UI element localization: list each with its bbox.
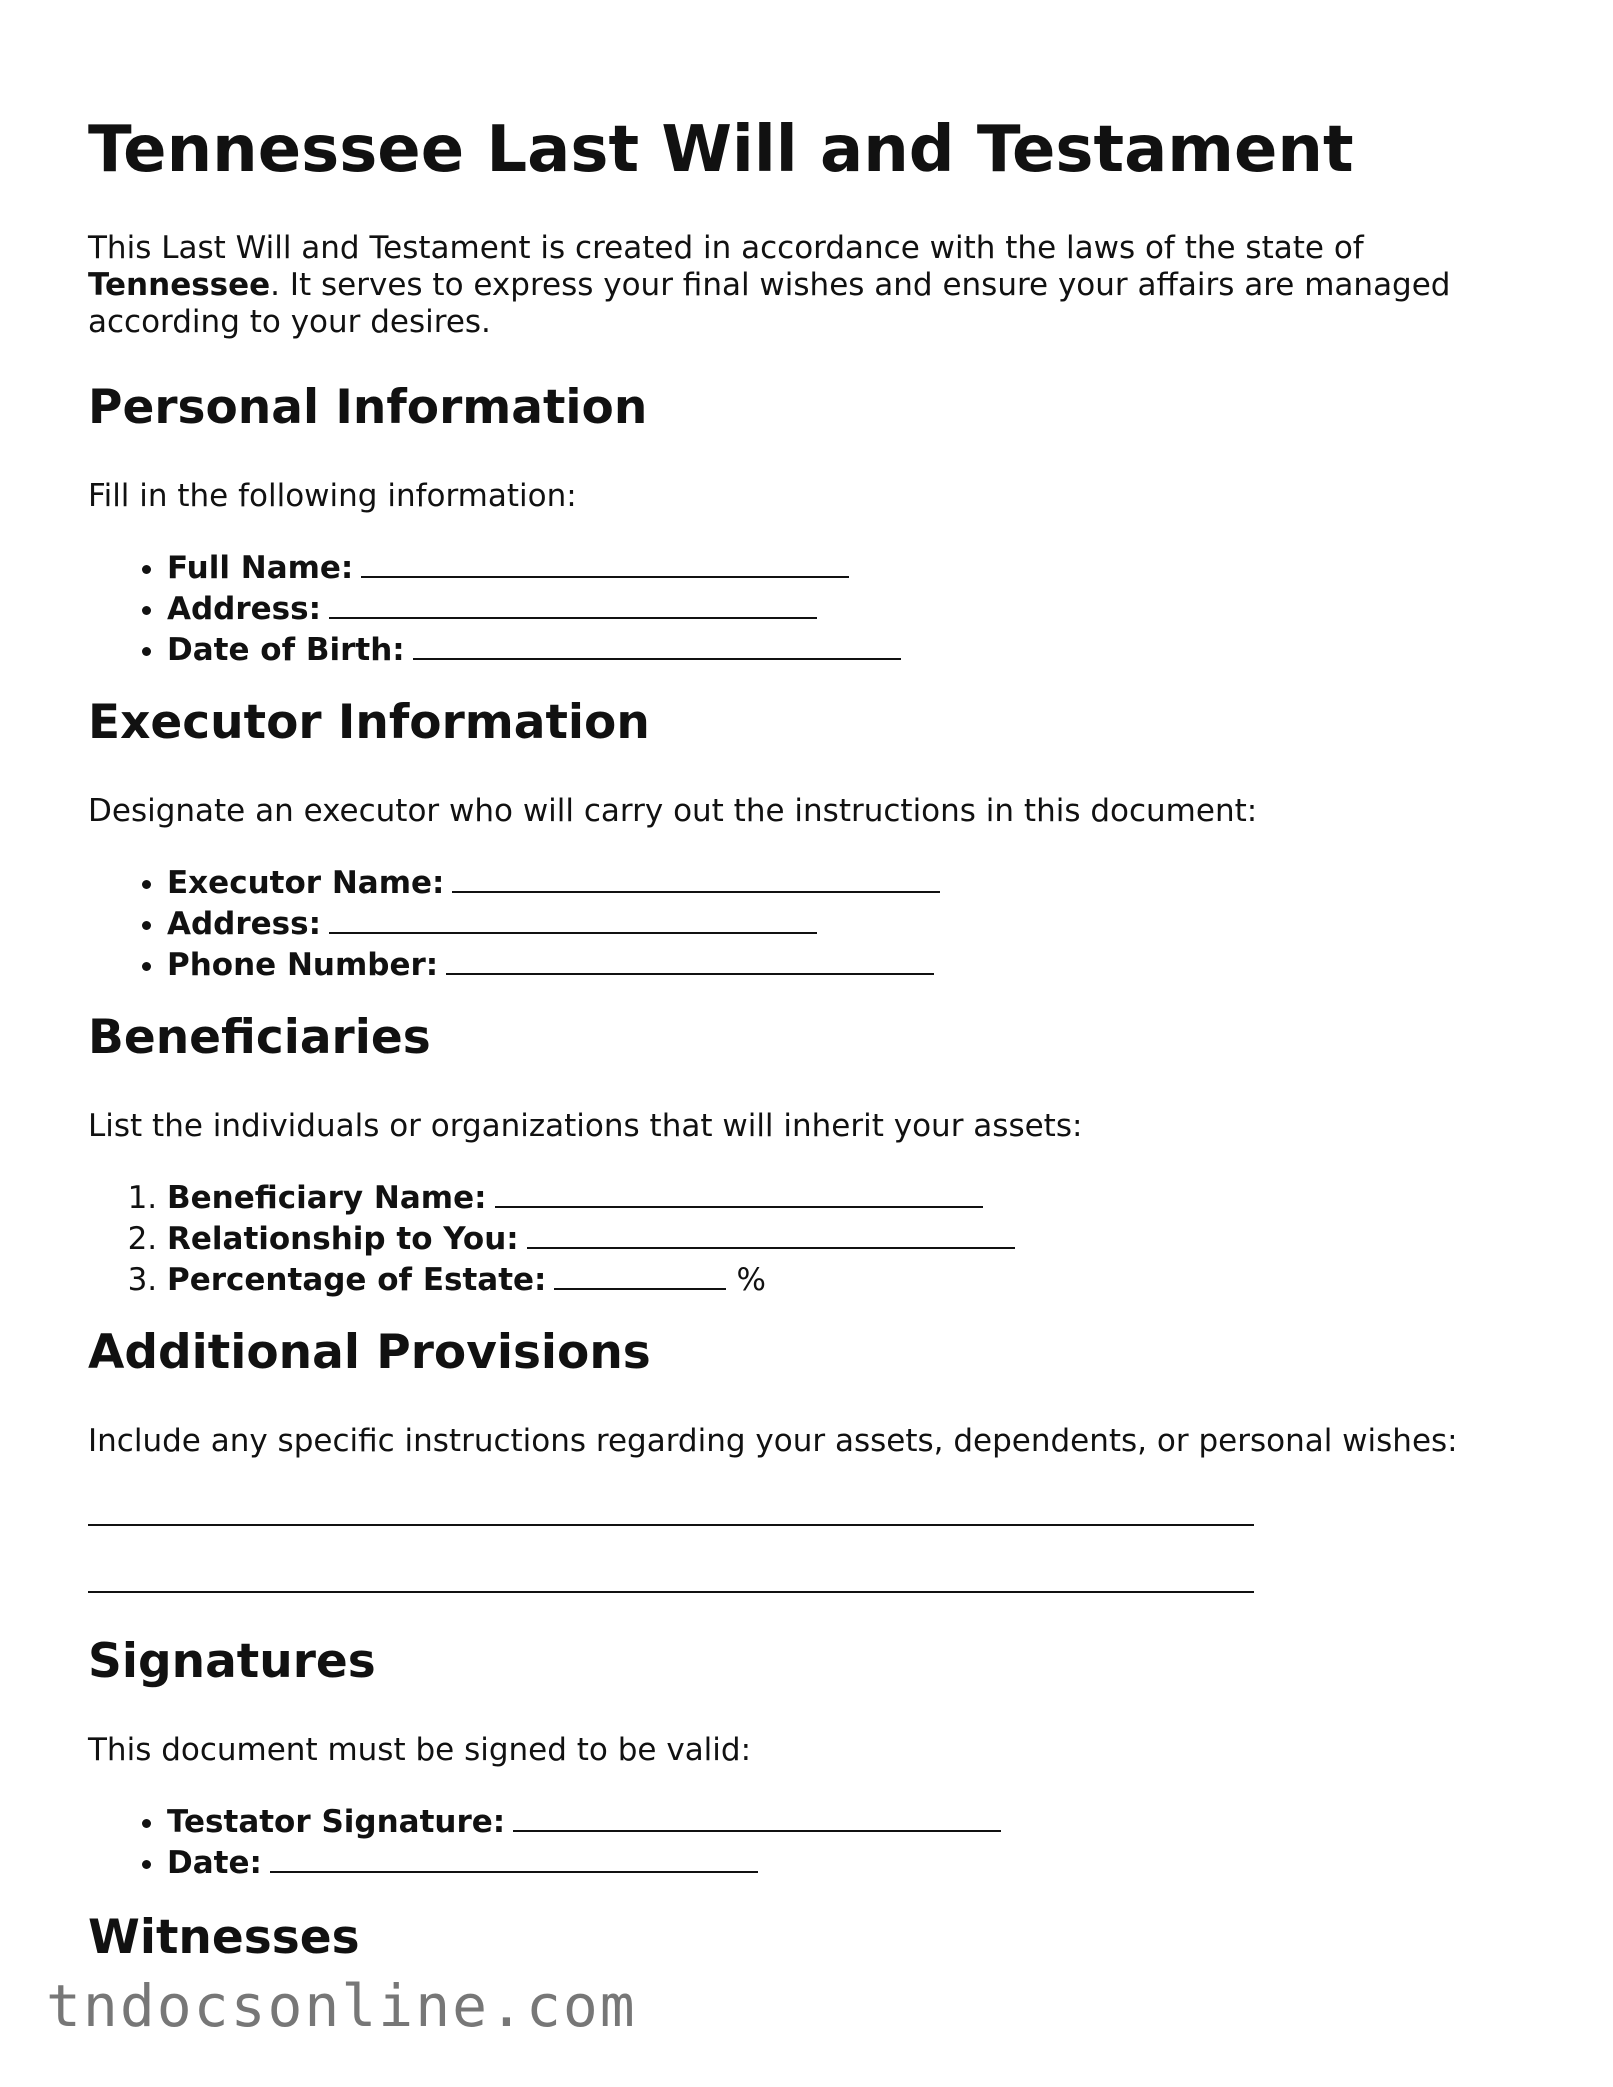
provisions-section xyxy=(88,1325,1548,1459)
beneficiary-name-blank[interactable] xyxy=(495,1176,983,1208)
address-blank[interactable] xyxy=(329,587,817,619)
field-label: Beneficiary Name: xyxy=(167,1180,487,1216)
field-label: Relationship to You: xyxy=(167,1221,519,1257)
list-item xyxy=(167,1841,1001,1882)
executor-list xyxy=(88,861,940,984)
list-item xyxy=(167,587,901,628)
percentage-blank[interactable] xyxy=(554,1258,726,1290)
beneficiaries-lead: List the individuals or organizations that will inherit your assets: xyxy=(88,1108,1083,1144)
list-item xyxy=(167,861,940,902)
testator-signature-blank[interactable] xyxy=(513,1800,1001,1832)
provisions-line-1[interactable] xyxy=(88,1524,1254,1526)
executor-heading: Executor Information xyxy=(88,695,650,750)
personal-section xyxy=(88,380,1548,668)
list-item xyxy=(167,1176,1015,1217)
witnesses-section xyxy=(88,1910,1548,1966)
executor-name-blank[interactable] xyxy=(452,861,940,893)
provisions-line-2[interactable] xyxy=(88,1591,1254,1593)
intro-paragraph xyxy=(88,230,1508,341)
signatures-lead: This document must be signed to be valid: xyxy=(88,1732,752,1768)
page-title: Tennessee Last Will and Testament xyxy=(88,113,1354,187)
field-label: Date of Birth: xyxy=(167,632,405,668)
signature-date-blank[interactable] xyxy=(270,1841,758,1873)
phone-number-blank[interactable] xyxy=(446,943,934,975)
field-label: Phone Number: xyxy=(167,947,439,983)
watermark: tndocsonline.com xyxy=(46,1972,637,2040)
list-item xyxy=(167,546,901,587)
beneficiaries-section xyxy=(88,1010,1548,1298)
field-label: Percentage of Estate: xyxy=(167,1262,547,1298)
field-label: Address: xyxy=(167,591,321,627)
relationship-blank[interactable] xyxy=(527,1217,1015,1249)
list-item xyxy=(167,1800,1001,1841)
date-of-birth-blank[interactable] xyxy=(413,628,901,660)
personal-heading: Personal Information xyxy=(88,380,648,435)
executor-address-blank[interactable] xyxy=(329,902,817,934)
list-item xyxy=(167,628,901,669)
provisions-lead: Include any specific instructions regarding your assets, dependents, or personal wishes: xyxy=(88,1423,1458,1459)
field-label: Address: xyxy=(167,906,321,942)
intro-text-before: This Last Will and Testament is created in accordance with the laws of the state of xyxy=(88,230,1364,266)
personal-list xyxy=(88,546,901,669)
executor-section xyxy=(88,695,1548,983)
beneficiaries-list xyxy=(88,1176,1015,1299)
list-item xyxy=(167,1258,1015,1299)
field-label: Executor Name: xyxy=(167,865,445,901)
personal-lead: Fill in the following information: xyxy=(88,478,577,514)
intro-text-after: . It serves to express your final wishes and ensure your affairs are managed according to your desires. xyxy=(88,267,1451,340)
field-label: Full Name: xyxy=(167,550,354,586)
percent-sign: % xyxy=(736,1262,766,1298)
intro-state: Tennessee xyxy=(88,267,271,303)
field-label: Testator Signature: xyxy=(167,1804,506,1840)
full-name-blank[interactable] xyxy=(361,546,849,578)
field-label: Date: xyxy=(167,1845,262,1881)
signatures-heading: Signatures xyxy=(88,1634,376,1689)
provisions-heading: Additional Provisions xyxy=(88,1325,651,1380)
signatures-section xyxy=(88,1634,1548,1881)
witnesses-heading: Witnesses xyxy=(88,1910,360,1965)
signatures-list xyxy=(88,1800,1001,1882)
list-item xyxy=(167,1217,1015,1258)
executor-lead: Designate an executor who will carry out the instructions in this document: xyxy=(88,793,1258,829)
list-item xyxy=(167,902,940,943)
list-item xyxy=(167,943,940,984)
beneficiaries-heading: Beneficiaries xyxy=(88,1010,431,1065)
